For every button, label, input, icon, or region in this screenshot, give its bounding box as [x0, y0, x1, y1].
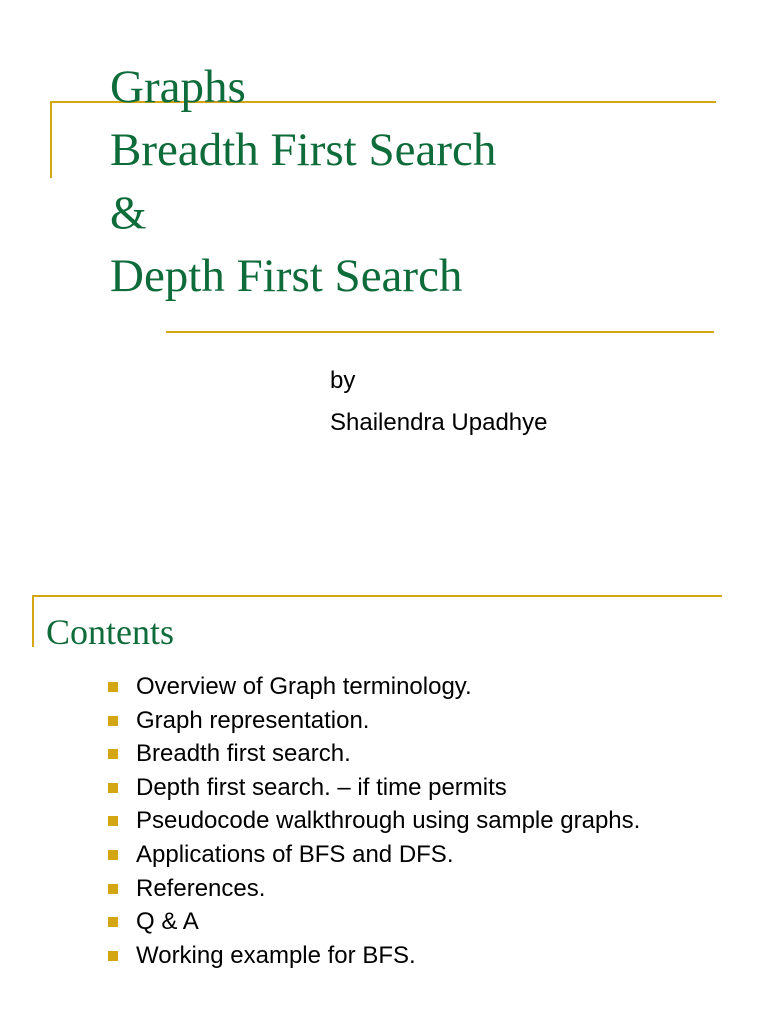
list-item-text: Breadth first search. [136, 740, 351, 768]
slide-title [110, 56, 496, 308]
list-item-text: Applications of BFS and DFS. [136, 840, 454, 868]
list-item-text: Overview of Graph terminology. [136, 673, 472, 700]
list-item-text: References. [136, 874, 266, 902]
list-item [108, 872, 640, 906]
square-bullet-icon [108, 884, 118, 894]
title-line: & [110, 187, 147, 239]
square-bullet-icon [108, 850, 118, 860]
square-bullet-icon [108, 716, 118, 726]
square-bullet-icon [108, 682, 118, 692]
square-bullet-icon [108, 917, 118, 927]
left-accent-rule [50, 101, 52, 178]
list-item [108, 804, 640, 838]
list-item [108, 670, 640, 704]
byline [330, 360, 548, 444]
byline-by: by [330, 367, 356, 394]
list-item [108, 939, 640, 973]
list-item-text: Depth first search. – if time permits [136, 773, 507, 801]
list-item-text: Pseudocode walkthrough using sample graphs. [136, 807, 641, 835]
square-bullet-icon [108, 749, 118, 759]
list-item [108, 771, 640, 805]
contents-slide [0, 560, 768, 1024]
square-bullet-icon [108, 816, 118, 826]
list-item [108, 838, 640, 872]
list-item [108, 737, 640, 771]
title-line: Breadth First Search [110, 124, 497, 176]
contents-heading: Contents [46, 612, 175, 652]
top-accent-rule [32, 595, 722, 597]
title-line: Graphs [110, 61, 246, 113]
byline-author: Shailendra Upadhye [330, 409, 548, 436]
list-item [108, 704, 640, 738]
list-item-text: Q & A [136, 908, 199, 936]
square-bullet-icon [108, 783, 118, 793]
contents-list [108, 670, 640, 972]
list-item-text: Working example for BFS. [136, 941, 416, 969]
left-accent-rule [32, 595, 34, 647]
square-bullet-icon [108, 951, 118, 961]
list-item [108, 905, 640, 939]
title-line: Depth First Search [110, 250, 463, 302]
bottom-accent-rule [166, 331, 714, 333]
list-item-text: Graph representation. [136, 706, 370, 734]
